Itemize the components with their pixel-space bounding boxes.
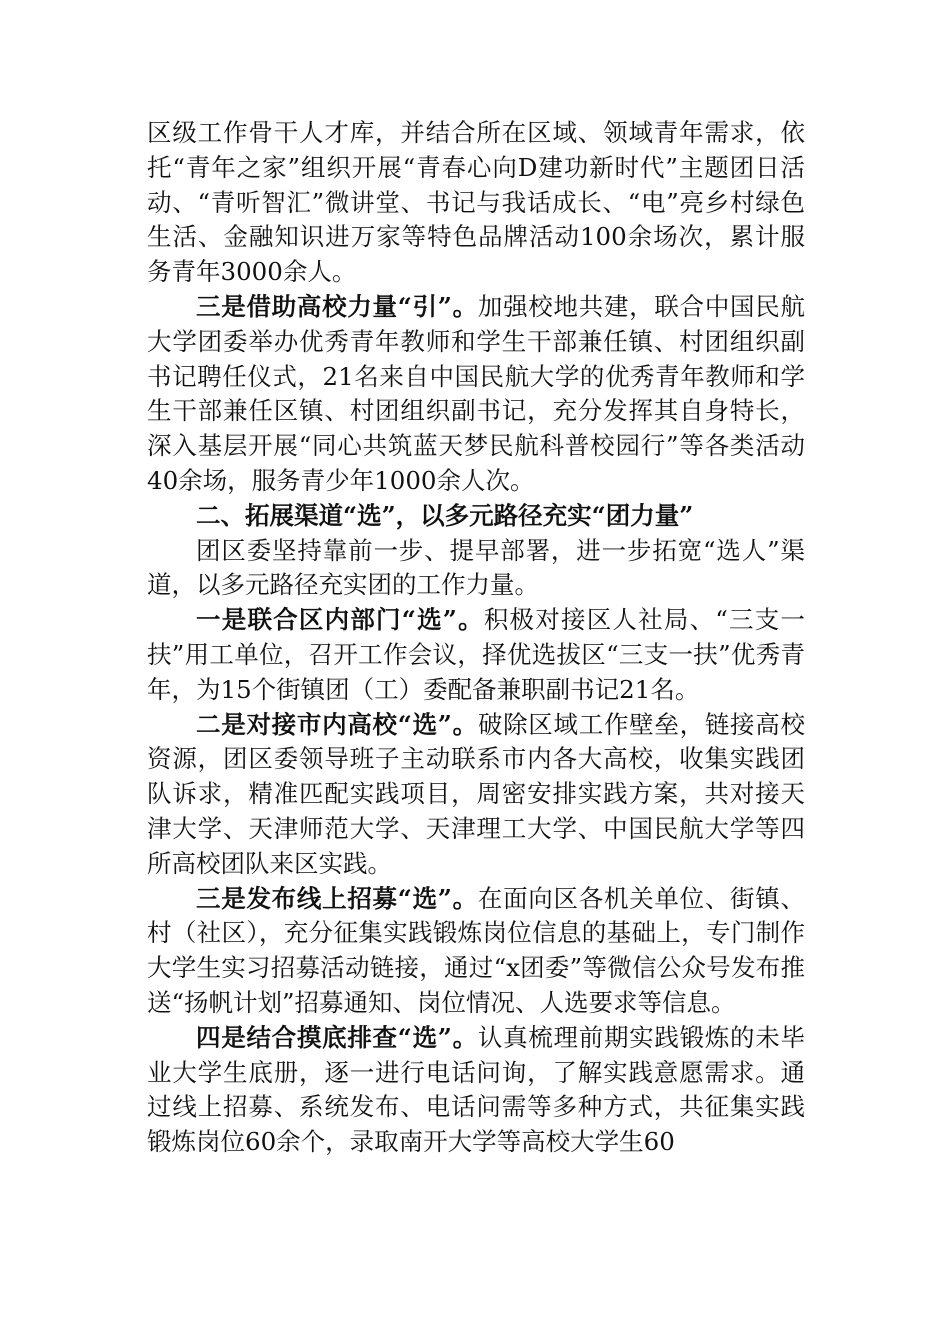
paragraph-continuation (147, 116, 805, 290)
paragraph-text: 加强校地共建，联合中国民航大学团委举办优秀青年教师和学生干部兼任镇、村团组织副书记聘任仪式，21名来自中国民航大学的优秀青年教师和学生干部兼任区镇、村团组织副书记，充分发挥其自身特长，深入基层开展“同心共筑蓝天梦民航科普校园行”等各类活动40余场，服务青少年1000余人次。 (147, 291, 805, 495)
paragraph-survey-selection (147, 1021, 805, 1160)
document-page (147, 116, 805, 1160)
paragraph-text: 区级工作骨干人才库，并结合所在区域、领域青年需求，依托“青年之家”组织开展“青春心向D建功新时代”主题团日活动、“青听智汇”微讲堂、书记与我话成长、“电”亮乡村绿色生活、金融知识进万家等特色品牌活动100余场次，累计服务青年3000余人。 (147, 118, 805, 287)
paragraph-online-recruitment (147, 882, 805, 1021)
paragraph-lead: 二是对接市内高校“选”。 (196, 709, 478, 739)
paragraph-text: 破除区域工作壁垒，链接高校资源，团区委领导班子主动联系市内各大高校，收集实践团队诉求，精准匹配实践项目，周密安排实践方案，共对接天津大学、天津师范大学、天津理工大学、中国民航大学等四所高校团队来区实践。 (147, 709, 805, 878)
paragraph-lead: 四是结合摸底排查“选”。 (196, 1022, 478, 1052)
paragraph-section-intro (147, 534, 805, 604)
paragraph-text: 积极对接区人社局、“三支一扶”用工单位，召开工作会议，择优选拔区“三支一扶”优秀青年，为15个街镇团（工）委配备兼职副书记21名。 (147, 605, 805, 704)
paragraph-lead: 三是发布线上招募“选”。 (196, 883, 478, 913)
paragraph-university-support (147, 290, 805, 499)
paragraph-city-universities (147, 708, 805, 882)
paragraph-district-departments (147, 603, 805, 707)
paragraph-lead: 一是联合区内部门“选”。 (196, 605, 484, 635)
paragraph-text: 团区委坚持靠前一步、提早部署，进一步拓宽“选人”渠道，以多元路径充实团的工作力量。 (147, 535, 805, 600)
section-heading: 二、拓展渠道“选”，以多元路径充实“团力量” (196, 500, 694, 530)
paragraph-lead: 三是借助高校力量“引”。 (196, 291, 478, 321)
paragraph-text: 认真梳理前期实践锻炼的未毕业大学生底册，逐一进行电话问询，了解实践意愿需求。通过线上招募、系统发布、电话问需等多种方式，共征集实践锻炼岗位60余个，录取南开大学等高校大学生60 (147, 1022, 805, 1157)
paragraph-text: 在面向区各机关单位、街镇、村（社区），充分征集实践锻炼岗位信息的基础上，专门制作大学生实习招募活动链接，通过“x团委”等微信公众号发布推送“扬帆计划”招募通知、岗位情况、人选要求等信息。 (147, 883, 805, 1017)
